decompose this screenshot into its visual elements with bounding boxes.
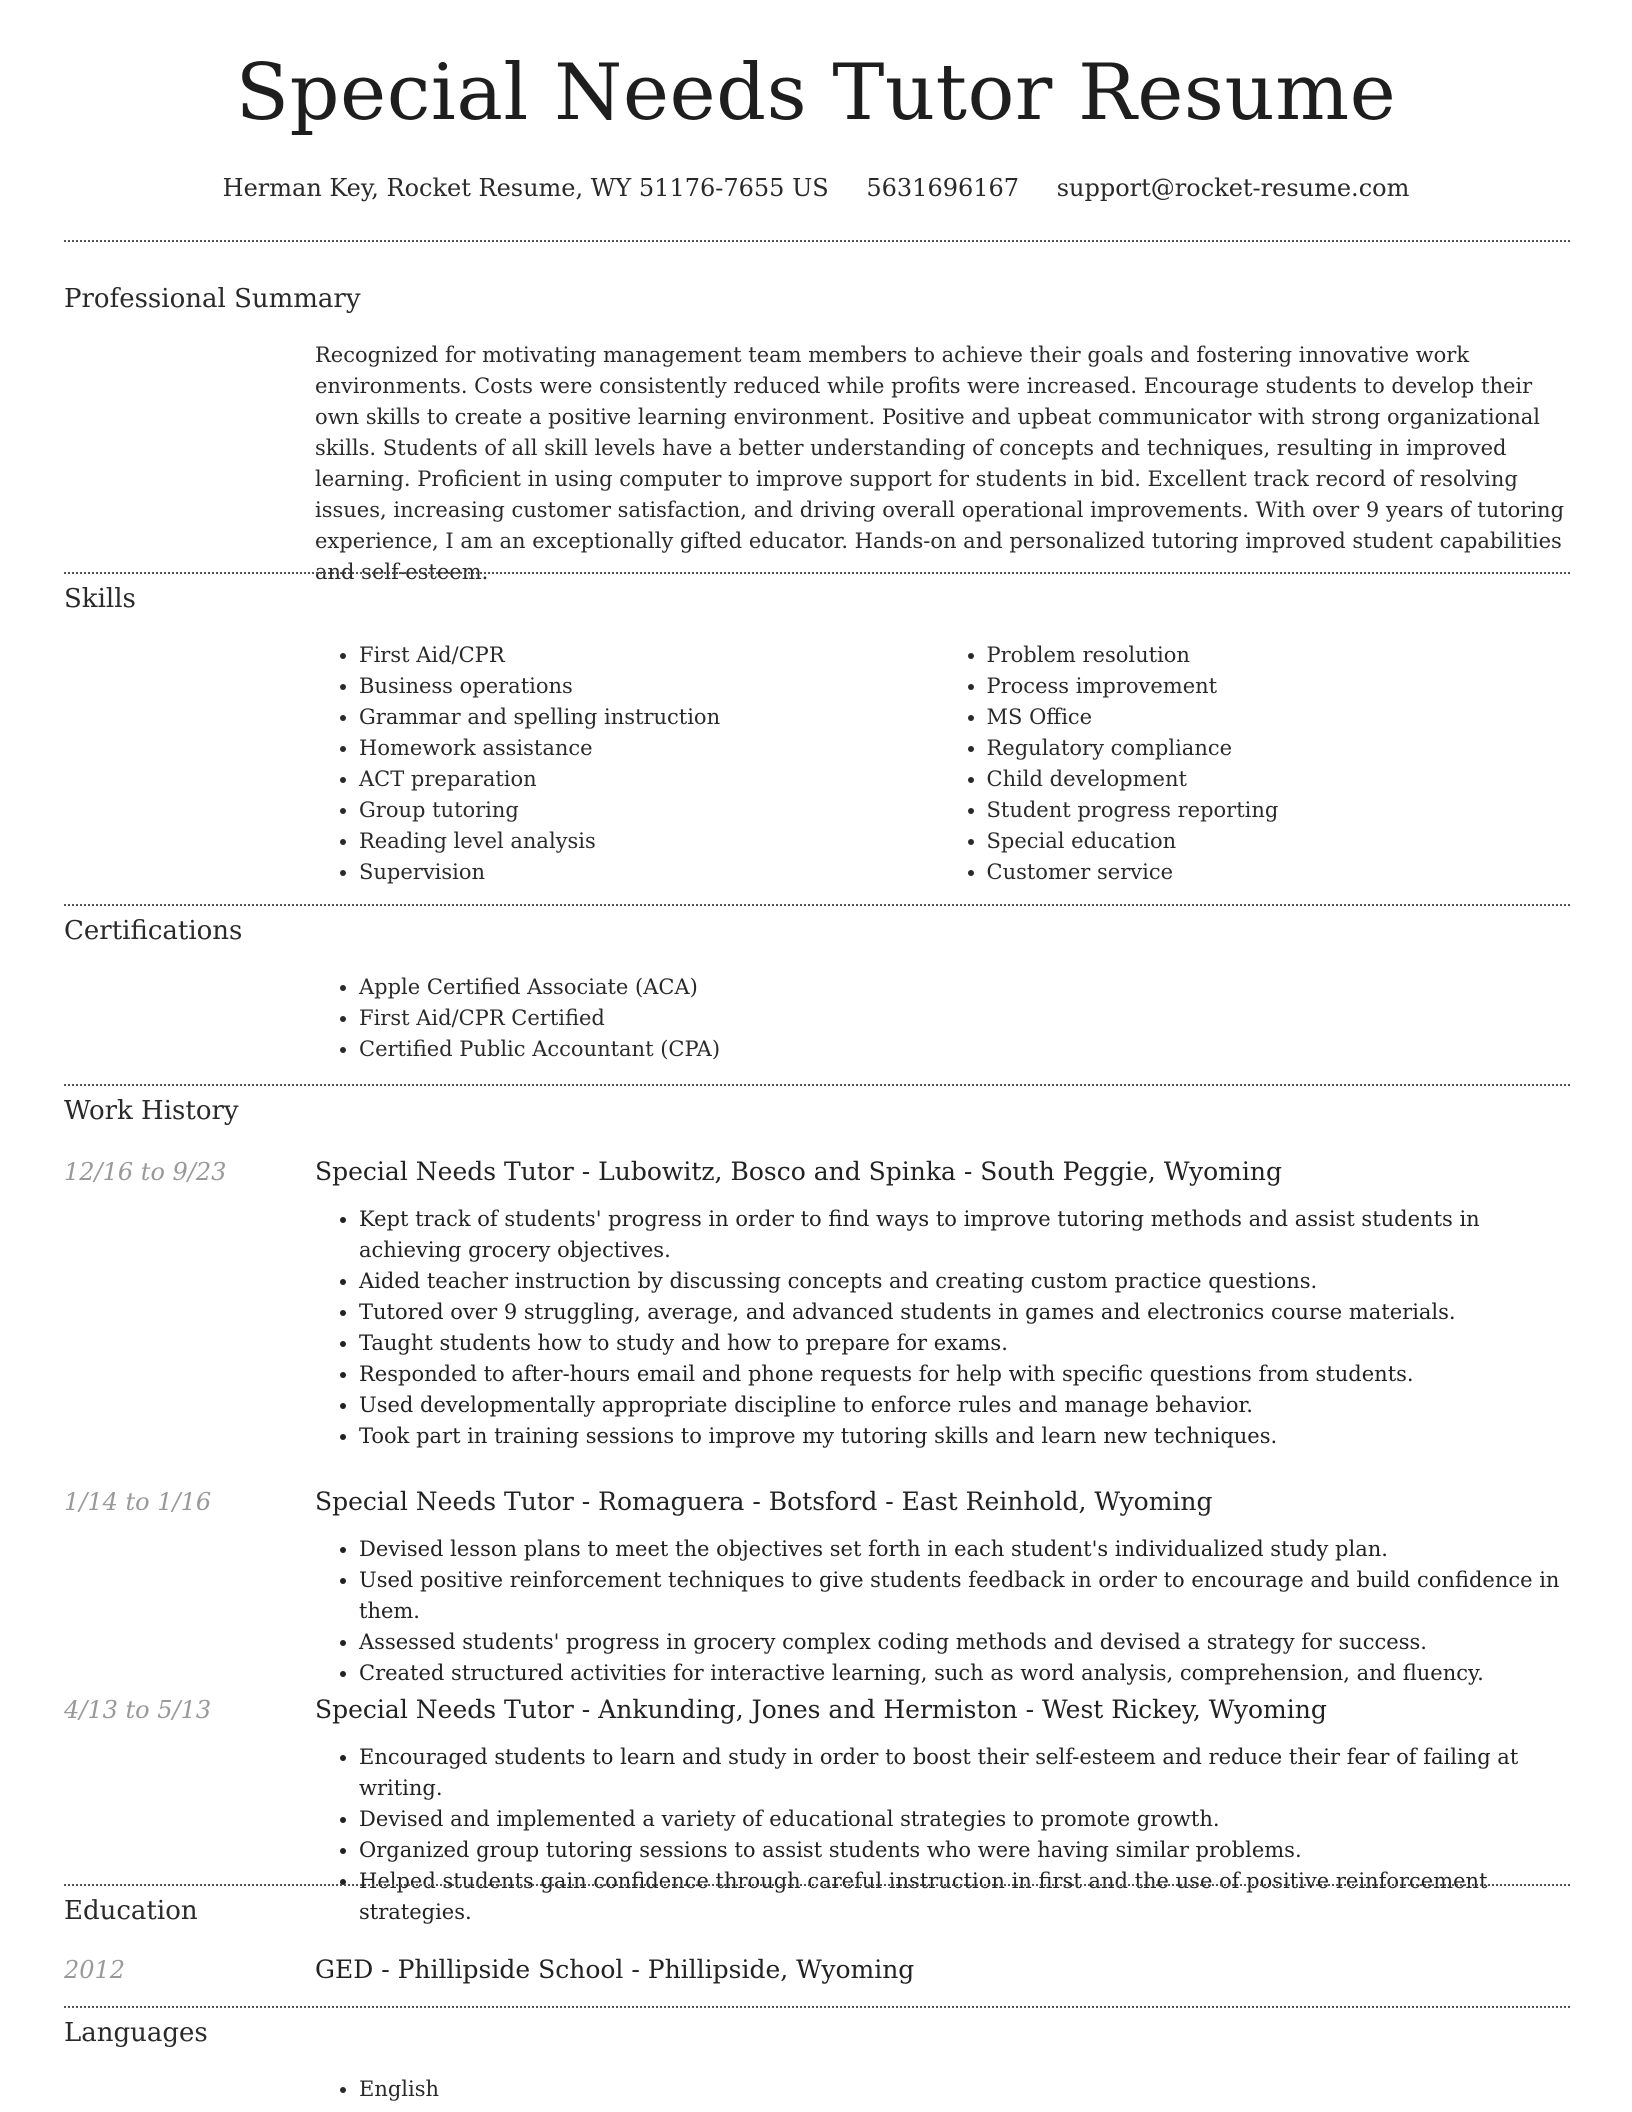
list-item: • Used developmentally appropriate discipline to enforce rules and manage behavior. — [359, 1390, 1570, 1421]
list-item: • English — [359, 2074, 1570, 2105]
certifications-heading: Certifications — [64, 916, 243, 946]
contact-phone: 5631696167 — [866, 174, 1020, 202]
contact-address: Herman Key, Rocket Resume, WY 51176-7655 US — [222, 174, 829, 202]
list-item: • Helped students gain confidence through careful instruction in first and the use of positive reinforcement strategies. — [359, 1866, 1570, 1928]
page-title: Special Needs Tutor Resume — [235, 48, 1397, 138]
list-item: • Aided teacher instruction by discussing concepts and creating custom practice questions. — [359, 1266, 1570, 1297]
list-item: • Apple Certified Associate (ACA) — [359, 972, 1570, 1003]
summary-text: Recognized for motivating management team members to achieve their goals and fostering innovative work environments. Costs were consistently reduced while profits were increased. Encourage students to develop their own skills to create a positive learning environment. Positive and upbeat communicator with strong organizational skills. Students of all skill levels have a better understanding of concepts and techniques, resulting in improved learning. Proficient in using computer to improve support for students in bid. Excellent track record of resolving issues, increasing customer satisfaction, and driving overall operational improvements. With over 9 years of tutoring experience, I am an exceptionally gifted educator. Hands-on and personalized tutoring improved student capabilities and self-esteem. — [315, 343, 1565, 584]
work-heading: Work History — [64, 1096, 239, 1126]
job-title: Special Needs Tutor - Lubowitz, Bosco and Spinka - South Peggie, Wyoming — [315, 1157, 1282, 1186]
list-item: • Customer service — [987, 857, 1571, 888]
list-item: • Took part in training sessions to improve my tutoring skills and learn new techniques. — [359, 1421, 1570, 1452]
work-section — [64, 1084, 1570, 1924]
languages-body — [315, 2074, 1570, 2105]
list-item: • Student progress reporting — [987, 795, 1571, 826]
list-item: • Organized group tutoring sessions to assist students who were having similar problems. — [359, 1835, 1570, 1866]
job-title: Special Needs Tutor - Ankunding, Jones and Hermiston - West Rickey, Wyoming — [315, 1695, 1327, 1724]
skills-section — [64, 572, 1570, 902]
list-item: • Assessed students' progress in grocery complex coding methods and devised a strategy for success. — [359, 1627, 1570, 1658]
list-item: • Grammar and spelling instruction — [359, 702, 943, 733]
languages-section — [64, 2006, 1570, 2112]
education-date: 2012 — [64, 1956, 126, 1984]
job-bullets — [315, 1204, 1570, 1452]
languages-list — [315, 2074, 1570, 2105]
skills-list-left — [315, 640, 943, 888]
contact-line — [0, 174, 1632, 202]
list-item: • Child development — [987, 764, 1571, 795]
list-item: • Devised lesson plans to meet the objectives set forth in each student's individualized study plan. — [359, 1534, 1570, 1565]
list-item: • First Aid/CPR Certified — [359, 1003, 1570, 1034]
job-date: 4/13 to 5/13 — [64, 1696, 212, 1724]
skills-columns — [315, 640, 1570, 888]
job-bullets — [315, 1534, 1570, 1689]
summary-body — [315, 340, 1570, 588]
list-item: • Homework assistance — [359, 733, 943, 764]
job-date: 1/14 to 1/16 — [64, 1488, 212, 1516]
list-item: • Supervision — [359, 857, 943, 888]
job-title: Special Needs Tutor - Romaguera - Botsford - East Reinhold, Wyoming — [315, 1487, 1213, 1516]
list-item: • Process improvement — [987, 671, 1571, 702]
job-date: 12/16 to 9/23 — [64, 1158, 227, 1186]
certifications-section — [64, 904, 1570, 1084]
education-title: GED - Phillipside School - Phillipside, Wyoming — [315, 1955, 915, 1984]
education-section — [64, 1884, 1570, 2004]
list-item: • Reading level analysis — [359, 826, 943, 857]
list-item: • Group tutoring — [359, 795, 943, 826]
skills-heading: Skills — [64, 584, 136, 614]
list-item: • ACT preparation — [359, 764, 943, 795]
skills-list-right — [943, 640, 1571, 888]
list-item: • Used positive reinforcement techniques to give students feedback in order to encourage and build confidence in them. — [359, 1565, 1570, 1627]
list-item: • Kept track of students' progress in order to find ways to improve tutoring methods and assist students in achieving grocery objectives. — [359, 1204, 1570, 1266]
summary-section — [64, 240, 1570, 584]
list-item: • MS Office — [987, 702, 1571, 733]
list-item: • Taught students how to study and how to prepare for exams. — [359, 1328, 1570, 1359]
list-item: • Regulatory compliance — [987, 733, 1571, 764]
list-item: • Devised and implemented a variety of educational strategies to promote growth. — [359, 1804, 1570, 1835]
summary-heading: Professional Summary — [64, 284, 361, 314]
list-item: • Problem resolution — [987, 640, 1571, 671]
list-item: • Special education — [987, 826, 1571, 857]
list-item: • Certified Public Accountant (CPA) — [359, 1034, 1570, 1065]
education-heading: Education — [64, 1896, 198, 1926]
list-item: • First Aid/CPR — [359, 640, 943, 671]
languages-heading: Languages — [64, 2018, 208, 2048]
list-item: • Created structured activities for interactive learning, such as word analysis, comprehension, and fluency. — [359, 1658, 1570, 1689]
list-item: • Business operations — [359, 671, 943, 702]
list-item: • Tutored over 9 struggling, average, and advanced students in games and electronics course materials. — [359, 1297, 1570, 1328]
list-item: • Responded to after-hours email and phone requests for help with specific questions from students. — [359, 1359, 1570, 1390]
certifications-body — [315, 972, 1570, 1065]
list-item: • Encouraged students to learn and study in order to boost their self-esteem and reduce their fear of failing at writing. — [359, 1742, 1570, 1804]
contact-email: support@rocket-resume.com — [1056, 174, 1410, 202]
certifications-list — [315, 972, 1570, 1065]
